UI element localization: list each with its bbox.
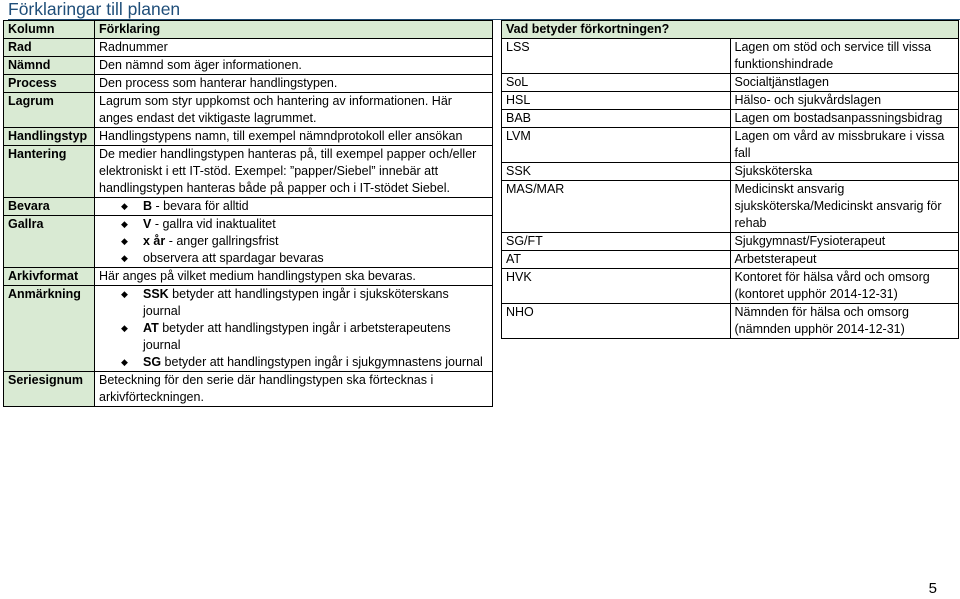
abbr-meaning: Arbetsterapeut [730,251,959,269]
column-header-kolumn: Kolumn [4,21,95,39]
abbreviation-row [502,128,959,163]
abbr: BAB [502,110,731,128]
abbreviation-row [502,74,959,92]
row-text: Lagrum som styr uppkomst och hantering av informationen. Här anges endast det viktigaste lagrummet. [95,93,493,128]
row-text: Den nämnd som äger informationen. [95,57,493,75]
abbr: LSS [502,39,731,74]
abbr-meaning: Hälso- och sjukvårdslagen [730,92,959,110]
explanation-table [3,20,493,407]
row-text: De medier handlingstypen hanteras på, till exempel papper och/eller elektroniskt i ett IT-stöd. Exempel: ”papper/Siebel” innebär att handlingstypen hanteras både på papper och i IT-stödet Siebel. [95,146,493,198]
row-key: Anmärkning [4,286,95,372]
abbr-meaning: Lagen om vård av missbrukare i vissa fall [730,128,959,163]
abbr: AT [502,251,731,269]
table-row [4,57,493,75]
abbr-meaning: Nämnden för hälsa och omsorg (nämnden upphör 2014-12-31) [730,304,959,339]
row-text: Beteckning för den serie där handlingstypen ska förtecknas i arkivförteckningen. [95,372,493,407]
bullet-item [99,250,488,267]
abbr-meaning: Medicinskt ansvarig sjuksköterska/Medicinskt ansvarig för rehab [730,181,959,233]
bullet-bold: x år [143,234,166,248]
table-row [4,39,493,57]
bullet-item [99,233,488,250]
row-text: Den process som hanterar handlingstypen. [95,75,493,93]
row-key: Nämnd [4,57,95,75]
abbr: HVK [502,269,731,304]
bullet-text: betyder att handlingstypen ingår i sjukgymnastens journal [161,355,483,369]
table-row [4,146,493,198]
bullet-bold: SSK [143,287,169,301]
row-text: Här anges på vilket medium handlingstypen ska bevaras. [95,268,493,286]
abbr-meaning: Socialtjänstlagen [730,74,959,92]
abbr: SG/FT [502,233,731,251]
page-title: Förklaringar till planen [8,0,181,19]
row-key: Hantering [4,146,95,198]
abbreviation-table [501,20,959,339]
abbr: LVM [502,128,731,163]
row-bullets [95,286,493,372]
abbr-meaning: Lagen om bostadsanpassningsbidrag [730,110,959,128]
abbreviation-row [502,233,959,251]
table-row [4,75,493,93]
bullet-bold: SG [143,355,162,369]
table-row [4,286,493,372]
row-text: Radnummer [95,39,493,57]
row-key: Gallra [4,216,95,268]
abbr: NHO [502,304,731,339]
bullet-item [99,354,488,371]
table-row [4,128,493,146]
abbreviation-row [502,251,959,269]
row-text: Handlingstypens namn, till exempel nämndprotokoll eller ansökan [95,128,493,146]
table-row [4,216,493,268]
abbr: SSK [502,163,731,181]
bullet-text: betyder att handlingstypen ingår i sjuksköterskans journal [143,287,449,318]
bullet-text: - bevara för alltid [152,199,249,213]
abbr-meaning: Sjuksköterska [730,163,959,181]
row-key: Handlingstyp [4,128,95,146]
row-key: Rad [4,39,95,57]
bullet-item [99,286,488,320]
bullet-text: - gallra vid inaktualitet [151,217,276,231]
row-bullets [95,198,493,216]
table-row [4,198,493,216]
abbr: MAS/MAR [502,181,731,233]
table-row [4,93,493,128]
table-row [4,268,493,286]
bullet-text: observera att spardagar bevaras [143,251,324,265]
row-key: Seriesignum [4,372,95,407]
bullet-bold: AT [143,321,159,335]
abbreviation-row [502,92,959,110]
abbreviation-row [502,269,959,304]
row-key: Lagrum [4,93,95,128]
abbreviation-row [502,181,959,233]
abbr-meaning: Kontoret för hälsa vård och omsorg (kontoret upphör 2014-12-31) [730,269,959,304]
table-row [4,372,493,407]
bullet-bold: V [143,217,152,231]
abbr: HSL [502,92,731,110]
bullet-item [99,320,488,354]
abbr: SoL [502,74,731,92]
abbreviation-row [502,39,959,74]
abbreviation-row [502,304,959,339]
bullet-text: betyder att handlingstypen ingår i arbetsterapeutens journal [143,321,451,352]
abbreviation-row [502,163,959,181]
table-header-row [4,21,493,39]
abbr-meaning: Sjukgymnast/Fysioterapeut [730,233,959,251]
bullet-item [99,216,488,233]
page-number: 5 [928,580,937,597]
abbreviation-header: Vad betyder förkortningen? [502,21,959,39]
row-key: Arkivformat [4,268,95,286]
row-key: Bevara [4,198,95,216]
abbreviation-header-row [502,21,959,39]
column-header-forklaring: Förklaring [95,21,493,39]
bullet-item [99,198,488,215]
bullet-bold: B [143,199,153,213]
bullet-text: - anger gallringsfrist [165,234,279,248]
row-bullets [95,216,493,268]
row-key: Process [4,75,95,93]
abbr-meaning: Lagen om stöd och service till vissa funktionshindrade [730,39,959,74]
abbreviation-row [502,110,959,128]
